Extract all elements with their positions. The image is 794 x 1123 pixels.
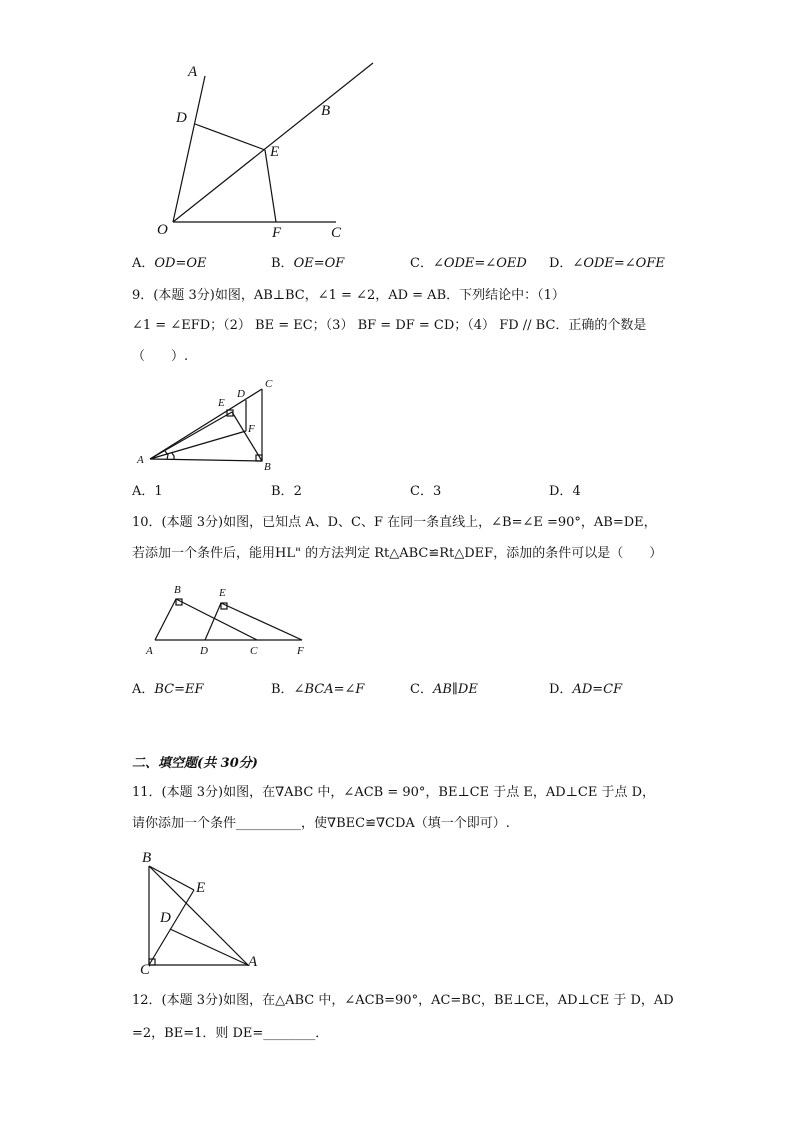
q10-label-c: C xyxy=(250,645,258,657)
q8-option-d[interactable]: D．∠ODE=∠OFE xyxy=(549,256,665,271)
q11-label-b: B xyxy=(142,850,152,866)
label-a: A xyxy=(188,64,198,80)
q8-option-b[interactable]: B．OE=OF xyxy=(271,256,345,271)
q12-stem-line2: =2，BE=1．则 DE=________． xyxy=(132,1026,329,1041)
q9-label-f: F xyxy=(248,423,255,435)
q10-label-e: E xyxy=(219,587,226,599)
q10-option-b[interactable]: B．∠BCA=∠F xyxy=(271,682,365,697)
q8-option-a[interactable]: A．OD=OE xyxy=(132,256,207,271)
q10-option-a[interactable]: A．BC=EF xyxy=(132,682,204,697)
q10-label-f: F xyxy=(297,645,304,657)
q9-label-e: E xyxy=(218,397,225,409)
q10-stem-line2: 若添加一个条件后，能用HL" 的方法判定 Rt△ABC≌Rt△DEF，添加的条件可以是（ ） xyxy=(132,546,663,561)
q11-stem-line1: 11．(本题 3分)如图，在∇ABC 中，∠ACB = 90°，BE⊥CE 于点 E，AD⊥CE 于点 D， xyxy=(132,785,656,800)
q9-label-a: A xyxy=(137,454,144,466)
q9-label-c: C xyxy=(265,378,273,390)
q11-label-e: E xyxy=(196,880,206,896)
q9-option-d[interactable]: D．4 xyxy=(549,484,581,499)
q9-label-d: D xyxy=(237,388,245,400)
section-title-fill-in: 二、填空题(共 30分) xyxy=(132,756,258,771)
label-o: O xyxy=(157,222,168,238)
q12-stem-line1: 12．(本题 3分)如图，在△ABC 中，∠ACB=90°，AC=BC，BE⊥CE，AD⊥CE 于 D，AD xyxy=(132,993,674,1008)
segment-be xyxy=(149,866,194,890)
q9-option-a[interactable]: A．1 xyxy=(132,484,163,499)
q11-label-c: C xyxy=(140,962,151,978)
q9-stem-line3: （ ）. xyxy=(132,349,189,364)
q11-label-a: A xyxy=(248,954,258,970)
q9-label-b: B xyxy=(264,461,271,473)
label-d: D xyxy=(176,110,187,126)
q10-stem-line1: 10．(本题 3分)如图，已知点 A、D、C、F 在同一条直线上，∠B=∠E =90°，AB=DE， xyxy=(132,515,657,530)
q10-label-a: A xyxy=(146,645,153,657)
label-c: C xyxy=(331,225,342,241)
label-b: B xyxy=(321,103,331,119)
q10-option-d[interactable]: D．AD=CF xyxy=(549,682,623,697)
q9-option-b[interactable]: B．2 xyxy=(271,484,302,499)
q10-option-c[interactable]: C．AB∥DE xyxy=(410,682,478,697)
segment-ad xyxy=(170,929,248,965)
q11-label-d: D xyxy=(160,910,171,926)
q8-option-c[interactable]: C．∠ODE=∠OED xyxy=(410,256,527,271)
segment-ce xyxy=(149,890,194,965)
q11-stem-line2: 请你添加一个条件__________，使∇BEC≌∇CDA（填一个即可）. xyxy=(132,816,510,831)
q10-label-d: D xyxy=(200,645,208,657)
label-f: F xyxy=(272,225,282,241)
q9-option-c[interactable]: C．3 xyxy=(410,484,442,499)
label-e: E xyxy=(270,144,280,160)
q10-label-b: B xyxy=(174,584,181,596)
q9-stem-line1: 9．(本题 3分)如图，AB⊥BC，∠1 = ∠2，AD = AB．下列结论中：（1） xyxy=(132,288,565,303)
q9-stem-line2: ∠1 = ∠EFD；（2） BE = EC；（3） BF = DF = CD；（4） FD // BC．正确的个数是 xyxy=(132,318,647,333)
